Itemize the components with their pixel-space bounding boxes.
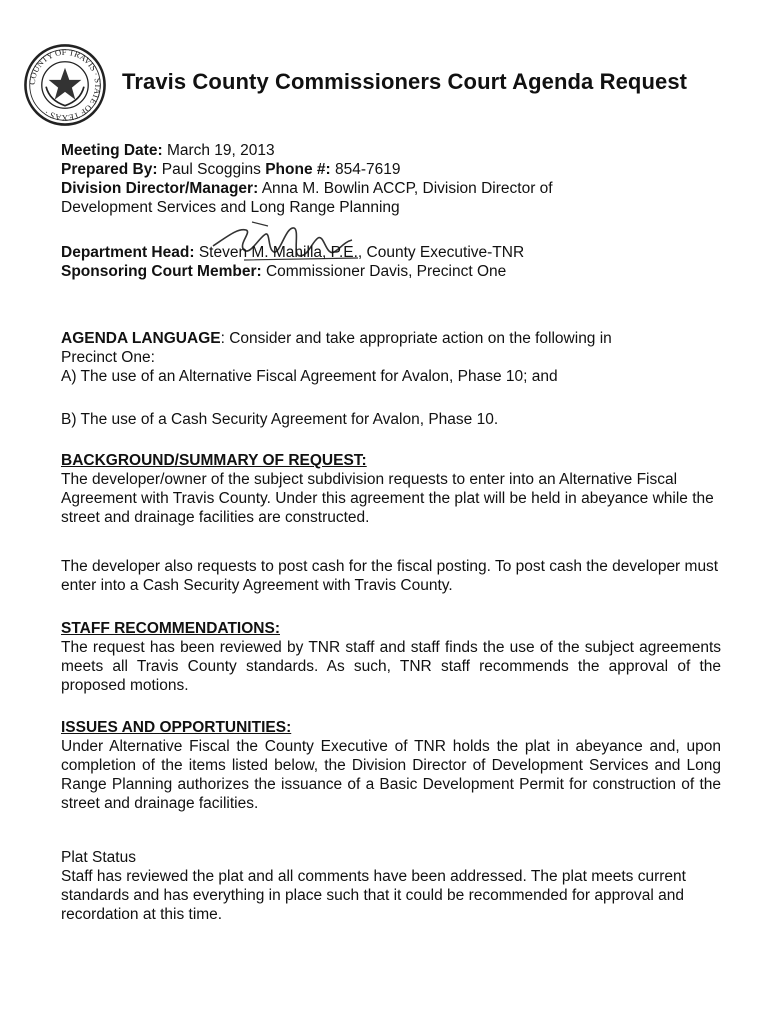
phone-value: 854-7619 (334, 161, 401, 178)
prepared-by-value: Paul Scoggins (161, 161, 261, 178)
issues-heading: ISSUES AND OPPORTUNITIES: (61, 719, 292, 736)
prepared-by-row (61, 160, 400, 179)
county-seal-logo (22, 42, 108, 128)
meeting-date-row (61, 141, 275, 160)
division-value-line1: Anna M. Bowlin ACCP, Division Director of (261, 180, 553, 197)
sponsor-row (61, 262, 506, 281)
agenda-language-row (61, 329, 612, 348)
seal-text: COUNTY OF TRAVIS · STATE OF TEXAS · (26, 46, 104, 124)
sponsor-label: Sponsoring Court Member: (61, 263, 262, 280)
division-row (61, 179, 553, 198)
meeting-date-value: March 19, 2013 (166, 142, 275, 159)
page-title: Travis County Commissioners Court Agenda Request (122, 69, 688, 94)
prepared-by-label: Prepared By: (61, 161, 158, 178)
meeting-date-label: Meeting Date: (61, 142, 163, 159)
division-value-line2: Development Services and Long Range Planning (61, 199, 400, 216)
division-row-cont (61, 198, 400, 217)
background-paragraph-1: The developer/owner of the subject subdivision requests to enter into an Alternative Fiscal Agreement with Travis County. Under this agreement the plat will be held in abeyance while the street and drainage facilities are constructed. (61, 471, 714, 526)
issues-paragraph: Under Alternative Fiscal the County Executive of TNR holds the plat in abeyance and, upon completion of the items listed below, the Division Director of Development Services and Long Range Planning authorizes the issuance of a Basic Development Permit for construction of the street and drainage facilities. (61, 738, 721, 812)
phone-label: Phone #: (265, 161, 331, 178)
agenda-item-a: A) The use of an Alternative Fiscal Agreement for Avalon, Phase 10; and (61, 368, 558, 385)
background-paragraph-2: The developer also requests to post cash for the fiscal posting. To post cash the developer must enter into a Cash Security Agreement with Travis County. (61, 558, 719, 594)
agenda-item-b: B) The use of a Cash Security Agreement for Avalon, Phase 10. (61, 411, 499, 428)
department-head-row (61, 243, 524, 262)
agenda-language-text: : Consider and take appropriate action on the following in (220, 330, 612, 347)
department-head-value: Steven M. Manilla, P.E., County Executive-TNR (198, 244, 525, 261)
plat-status-paragraph: Staff has reviewed the plat and all comments have been addressed. The plat meets current standards and has everything in place such that it could be recommended for approval and recordation at this time. (61, 868, 686, 923)
background-heading: BACKGROUND/SUMMARY OF REQUEST: (61, 452, 367, 469)
department-head-label: Department Head: (61, 244, 195, 261)
sponsor-value: Commissioner Davis, Precinct One (265, 263, 507, 280)
agenda-language-label: AGENDA LANGUAGE (61, 330, 221, 347)
agenda-precinct: Precinct One: (61, 349, 155, 366)
staff-recommendations-heading: STAFF RECOMMENDATIONS: (61, 620, 280, 637)
division-label: Division Director/Manager: (61, 180, 259, 197)
plat-status-title: Plat Status (61, 849, 136, 866)
staff-recommendations-paragraph: The request has been reviewed by TNR staff and staff finds the use of the subject agreements meets all Travis County standards. As such, TNR staff recommends the approval of the proposed motions. (61, 639, 721, 694)
